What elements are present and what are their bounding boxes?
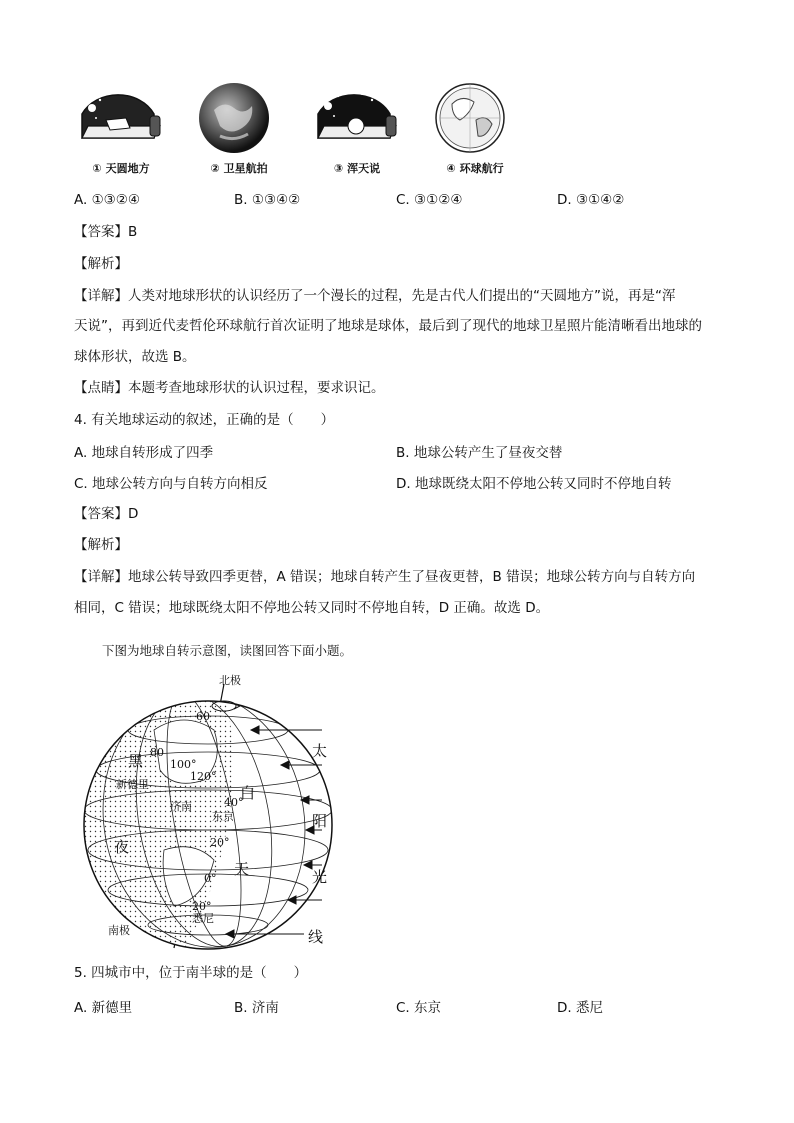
day-label-1: 白 bbox=[240, 784, 256, 802]
q3-option-c: C. ③①②④ bbox=[396, 192, 463, 208]
figure-caption: ① 天圆地方 bbox=[92, 162, 150, 175]
lat-20s-label: 20° bbox=[192, 900, 212, 913]
q3-comment: 【点睛】本题考查地球形状的认识过程，要求识记。 bbox=[74, 380, 385, 396]
q4-option-b: B. 地球公转产生了昼夜交替 bbox=[396, 445, 563, 461]
figure-3 bbox=[312, 80, 402, 180]
figure-4 bbox=[430, 80, 520, 180]
city-label-sydney: 悉尼 bbox=[192, 912, 214, 925]
lat-80-label: 80 bbox=[150, 746, 164, 759]
q3-option-a: A. ①③②④ bbox=[74, 192, 140, 208]
half-dome-icon bbox=[312, 80, 402, 155]
city-label-jinan: 济南 bbox=[170, 800, 192, 813]
night-label-2: 夜 bbox=[114, 838, 130, 856]
q3-detail-line-3: 球体形状，故选 B。 bbox=[74, 349, 196, 365]
sunlight-label-2: 阳 bbox=[312, 812, 328, 830]
lat-20n-label: 20° bbox=[210, 836, 230, 849]
earth-rotation-figure bbox=[74, 670, 344, 950]
day-label-2: 天 bbox=[234, 860, 250, 878]
city-label-newdelhi: 新德里 bbox=[116, 778, 149, 791]
q4-answer: 【答案】D bbox=[74, 506, 139, 522]
q4-option-c: C. 地球公转方向与自转方向相反 bbox=[74, 476, 268, 492]
globe-sketch-icon bbox=[430, 80, 520, 155]
city-label-tokyo: 东京 bbox=[212, 810, 234, 823]
lon-100-label: 100° bbox=[170, 758, 197, 771]
figure-1 bbox=[76, 80, 166, 180]
q3-option-b: B. ①③④② bbox=[234, 192, 301, 208]
q5-option-c: C. 东京 bbox=[396, 1000, 442, 1016]
q3-detail-line-1: 【详解】人类对地球形状的认识经历了一个漫长的过程，先是古代人们提出的“天圆地方”说，再是“浑 bbox=[74, 288, 676, 304]
north-pole-label: 北极 bbox=[219, 674, 241, 687]
q4-option-a: A. 地球自转形成了四季 bbox=[74, 445, 214, 461]
lat-0-label: 0° bbox=[204, 872, 217, 885]
q3-answer: 【答案】B bbox=[74, 224, 138, 240]
q3-analysis: 【解析】 bbox=[74, 256, 128, 272]
q5-stem: 5. 四城市中，位于南半球的是（ ） bbox=[74, 965, 308, 981]
night-label-1: 黑 bbox=[128, 752, 144, 770]
figure-caption: ③ 浑天说 bbox=[333, 162, 381, 175]
sunlight-label-4: 线 bbox=[308, 928, 324, 946]
q3-detail-line-2: 天说”，再到近代麦哲伦环球航行首次证明了地球是球体，最后到了现代的地球卫星照片能清晰看出地球的 bbox=[74, 318, 702, 334]
sunlight-label-3: 光 bbox=[312, 868, 328, 886]
half-dome-icon bbox=[76, 80, 166, 155]
q4-analysis: 【解析】 bbox=[74, 537, 128, 553]
lat-60-label: 60 bbox=[196, 710, 210, 723]
q4-detail-line-1: 【详解】地球公转导致四季更替，A 错误；地球自转产生了昼夜更替，B 错误；地球公转方向与自转方向 bbox=[74, 569, 696, 585]
figure-row bbox=[76, 80, 504, 180]
lon-120-label: 120° bbox=[190, 770, 217, 783]
sunlight-label-1: 太 bbox=[312, 742, 328, 760]
figure-intro: 下图为地球自转示意图，读图回答下面小题。 bbox=[102, 643, 353, 658]
south-pole-label: 南极 bbox=[108, 924, 130, 937]
earth-photo-icon bbox=[194, 80, 284, 155]
q3-option-d: D. ③①④② bbox=[557, 192, 625, 208]
q5-option-a: A. 新德里 bbox=[74, 1000, 133, 1016]
figure-2 bbox=[194, 80, 284, 180]
q5-option-d: D. 悉尼 bbox=[557, 1000, 603, 1016]
q5-option-b: B. 济南 bbox=[234, 1000, 279, 1016]
q4-stem: 4. 有关地球运动的叙述，正确的是（ ） bbox=[74, 412, 335, 428]
figure-caption: ④ 环球航行 bbox=[446, 162, 504, 175]
figure-caption: ② 卫星航拍 bbox=[210, 162, 268, 175]
lat-40-label: 40° bbox=[224, 796, 244, 809]
q4-detail-line-2: 相同，C 错误；地球既绕太阳不停地公转又同时不停地自转，D 正确。故选 D。 bbox=[74, 600, 550, 616]
q4-option-d: D. 地球既绕太阳不停地公转又同时不停地自转 bbox=[396, 476, 672, 492]
